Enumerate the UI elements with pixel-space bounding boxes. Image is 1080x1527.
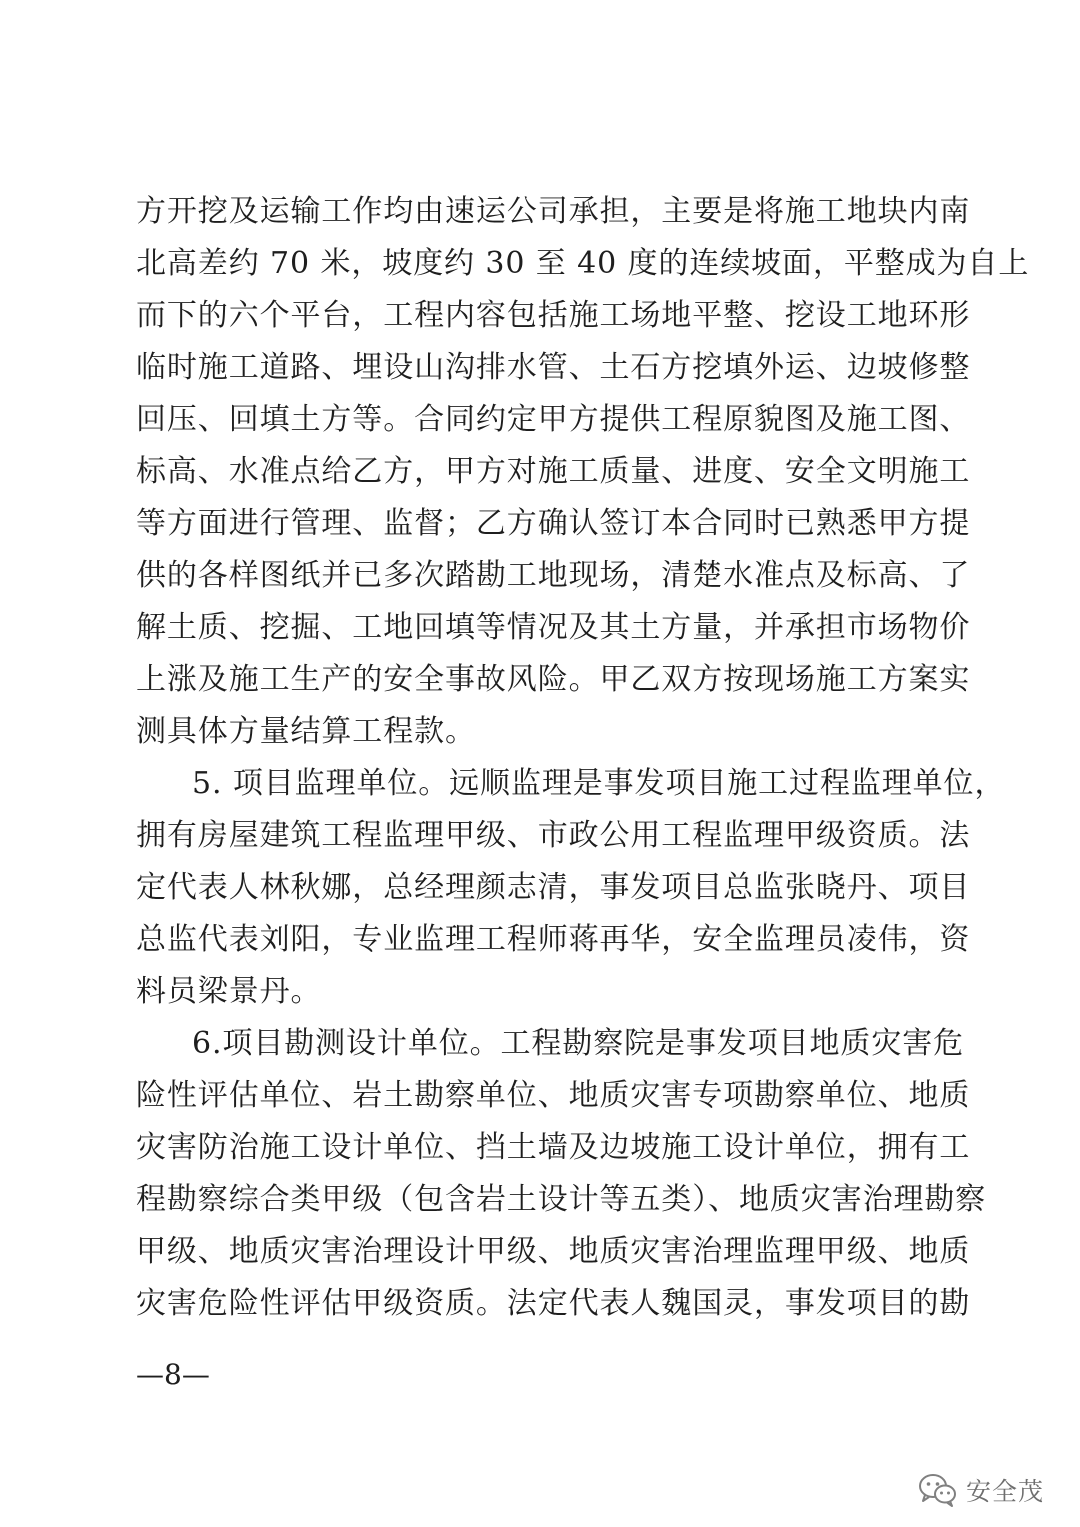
text-line: 定代表人林秋娜，总经理颜志清，事发项目总监张晓丹、项目 xyxy=(136,870,971,905)
text-line: 料员梁景丹。 xyxy=(136,974,322,1009)
text-line: 程勘察综合类甲级（包含岩土设计等五类）、地质灾害治理勘察 xyxy=(136,1182,987,1217)
text-line: 临时施工道路、埋设山沟排水管、土石方挖填外运、边坡修整 xyxy=(136,350,971,385)
wechat-icon xyxy=(918,1472,958,1508)
text-line: 险性评估单位、岩土勘察单位、地质灾害专项勘察单位、地质 xyxy=(136,1078,971,1113)
text-line: 而下的六个平台，工程内容包括施工场地平整、挖设工地环形 xyxy=(136,298,971,333)
text-line: 测具体方量结算工程款。 xyxy=(136,714,476,749)
text-line: 解土质、挖掘、工地回填等情况及其土方量，并承担市场物价 xyxy=(136,610,971,645)
text-line: 总监代表刘阳，专业监理工程师蒋再华，安全监理员凌伟，资 xyxy=(136,922,971,957)
text-line: 等方面进行管理、监督；乙方确认签订本合同时已熟悉甲方提 xyxy=(136,506,971,541)
section-heading-line: 6.项目勘测设计单位。工程勘察院是事发项目地质灾害危 xyxy=(192,1026,965,1061)
watermark-account-name: 安全茂 xyxy=(965,1477,1044,1506)
text-line: 甲级、地质灾害治理设计甲级、地质灾害治理监理甲级、地质 xyxy=(136,1234,971,1269)
text-line: 方开挖及运输工作均由速运公司承担，主要是将施工地块内南 xyxy=(136,194,971,229)
text-line: 灾害防治施工设计单位、挡土墙及边坡施工设计单位，拥有工 xyxy=(136,1130,971,1165)
text-line: 供的各样图纸并已多次踏勘工地现场，清楚水准点及标高、了 xyxy=(136,558,971,593)
text-line: 回压、回填土方等。合同约定甲方提供工程原貌图及施工图、 xyxy=(136,402,971,437)
section-heading-line: 5. 项目监理单位。远顺监理是事发项目施工过程监理单位， xyxy=(192,766,1006,801)
text-line: 标高、水准点给乙方，甲方对施工质量、进度、安全文明施工 xyxy=(136,454,971,489)
text-line: 北高差约 70 米，坡度约 30 至 40 度的连续坡面，平整成为自上 xyxy=(136,246,1030,281)
text-line: 灾害危险性评估甲级资质。法定代表人魏国灵，事发项目的勘 xyxy=(136,1286,971,1321)
text-line: 上涨及施工生产的安全事故风险。甲乙双方按现场施工方案实 xyxy=(136,662,971,697)
watermark xyxy=(918,1468,1044,1512)
page-number: —8— xyxy=(136,1358,210,1391)
text-line: 拥有房屋建筑工程监理甲级、市政公用工程监理甲级资质。法 xyxy=(136,818,971,853)
